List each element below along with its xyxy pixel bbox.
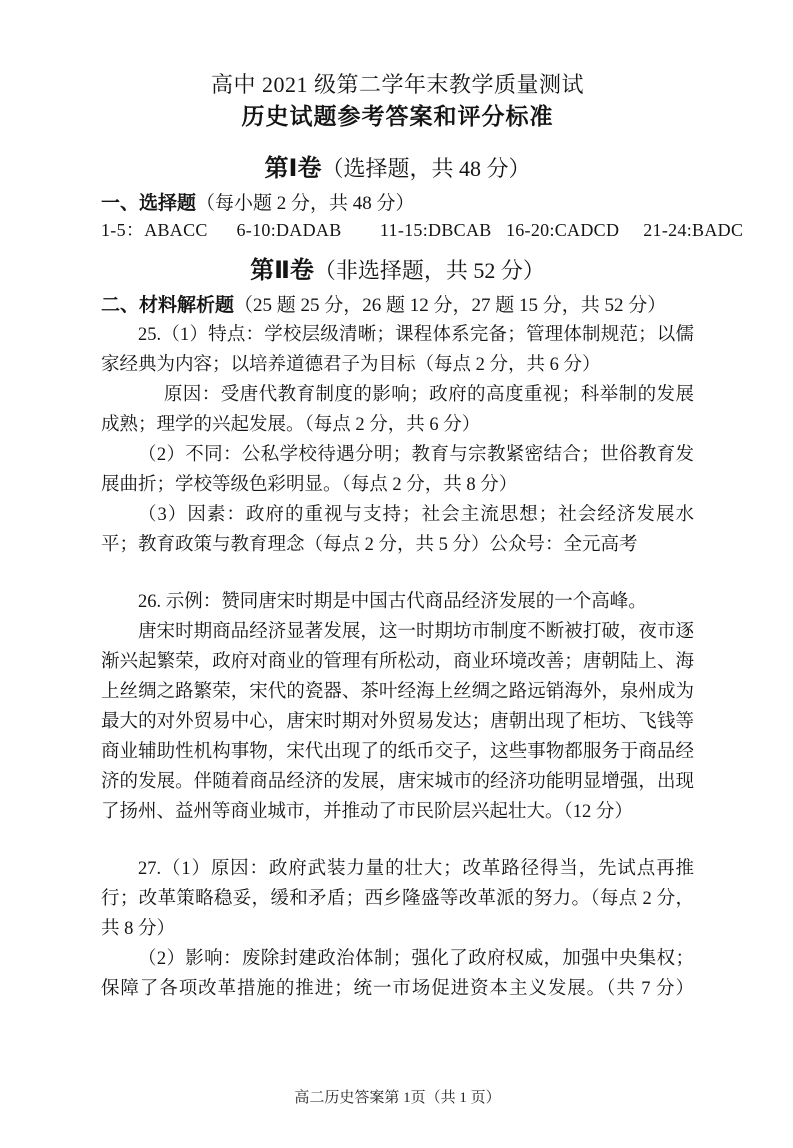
multiple-choice-answers: 1-5：ABACC 6-10:DADAB 11-15:DBCAB 16-20:CADCD 21-24:BADC: [101, 220, 744, 240]
part1-section-line: [101, 190, 694, 218]
q27-part2-impact-answer: （2）影响：废除封建政治体制；强化了政府权威，加强中央集权；保障了各项改革措施的推进；统一市场促进资本主义发展。（共 7 分）: [101, 949, 694, 999]
section2-note: （25 题 25 分，26 题 12 分，27 题 15 分，共 52 分）: [234, 295, 667, 316]
part1-heading-subtitle: （选择题，共 48 分）: [321, 156, 531, 181]
section1-note: （每小题 2 分，共 48 分）: [196, 193, 415, 214]
q25-part2-differences-answer: （2）不同：公私学校待遇分明；教育与宗教紧密结合；世俗教育发展曲折；学校等级色彩明显。（每点 2 分，共 8 分）: [101, 445, 694, 495]
page-footer: 高二历史答案第 1页（共 1 页）: [294, 1090, 501, 1106]
part2-heading-subtitle: （非选择题，共 52 分）: [313, 258, 545, 283]
part2-section-line: [101, 292, 694, 320]
section1-label: 一、选择题: [101, 193, 197, 214]
document-title: 历史试题参考答案和评分标准: [241, 103, 554, 129]
q27-part1-reasons-answer: 27.（1）原因：政府武装力量的壮大；改革路径得当，先试点再推行；改革策略稳妥，缓和矛盾；西乡隆盛等改革派的努力。（每点 2 分，共 8 分）: [101, 859, 694, 939]
part1-heading: [101, 151, 694, 187]
q25-part1-reasons-answer: 原因：受唐代教育制度的影响；政府的高度重视；科举制的发展成熟；理学的兴起发展。（每点 2 分，共 6 分）: [101, 385, 694, 435]
part2-heading: [101, 253, 694, 289]
part2-heading-label: 第Ⅱ卷: [250, 257, 314, 284]
part1-heading-label: 第Ⅰ卷: [264, 155, 322, 182]
section2-label: 二、材料解析题: [101, 295, 235, 316]
exam-title: 高中 2021 级第二学年末教学质量测试: [210, 72, 584, 97]
q26-thesis-statement: 26. 示例：赞同唐宋时期是中国古代商品经济发展的一个高峰。: [138, 592, 647, 612]
q26-essay-answer: 唐宋时期商品经济显著发展，这一时期坊市制度不断被打破，夜市逐渐兴起繁荣，政府对商业的管理有所松动，商业环境改善；唐朝陆上、海上丝绸之路繁荣，宋代的瓷器、茶叶经海上丝绸之路远销海外，泉州成为最大的对外贸易中心，唐宋时期对外贸易发达；唐朝出现了柜坊、飞钱等商业辅助性机构事物，宋代出现了的纸币交子，这些事物都服务于商品经济的发展。伴随着商品经济的发展，唐宋城市的经济功能明显增强，出现了扬州、益州等商业城市，并推动了市民阶层兴起壮大。（12 分）: [101, 622, 694, 822]
q25-part3-factors-answer: （3）因素：政府的重视与支持；社会主流思想；社会经济发展水平；教育政策与教育理念（每点 2 分，共 5 分）公众号：全元高考: [101, 505, 694, 555]
q25-part1-features-answer: 25.（1）特点：学校层级清晰；课程体系完备；管理体制规范；以儒家经典为内容；以培养道德君子为目标（每点 2 分，共 6 分）: [101, 325, 694, 375]
